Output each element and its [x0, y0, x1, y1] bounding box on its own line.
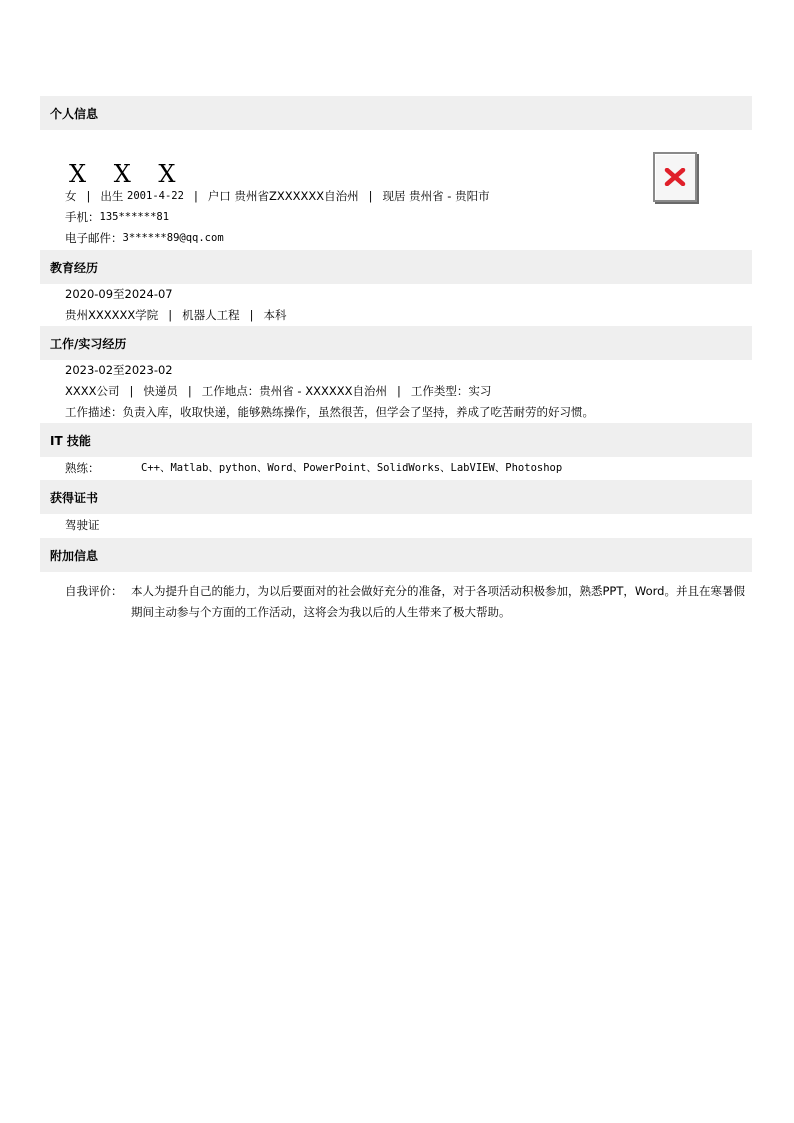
- period-text: 2020-09至2024-07: [65, 286, 173, 301]
- education-detail: [65, 305, 752, 326]
- section-title: IT 技能: [50, 433, 91, 448]
- phone-value: 135******81: [99, 211, 170, 224]
- residence-label: 现居: [382, 188, 406, 203]
- personal-info: [40, 130, 752, 250]
- birth-date: 2001-4-22: [127, 190, 184, 203]
- school: 贵州XXXXXX学院: [65, 307, 159, 322]
- work-period: [65, 360, 752, 381]
- hukou-label: 户口: [207, 188, 231, 203]
- birth-label: 出生: [100, 188, 124, 203]
- work-block: [40, 360, 752, 423]
- certificates-block: [40, 514, 752, 538]
- divider: |: [397, 383, 401, 398]
- description-text: 工作描述：负责入库，收取快递，能够熟练操作，虽然很苦，但学会了坚持，养成了吃苦耐劳的好习惯。: [65, 404, 594, 419]
- it-skills-block: [40, 457, 752, 480]
- residence-value: 贵州省 - 贵阳市: [409, 188, 490, 203]
- period-text: 2023-02至2023-02: [65, 362, 173, 377]
- section-header-work: [40, 326, 752, 360]
- hukou-value: 贵州省ZXXXXXX自治州: [234, 188, 359, 203]
- skills-line: [65, 457, 752, 480]
- certificate-text: 驾驶证: [65, 518, 100, 533]
- skills-list: C++、Matlab、python、Word、PowerPoint、SolidWorks、LabVIEW、Photoshop: [141, 462, 563, 475]
- divider: |: [129, 383, 134, 398]
- basic-info-line: [65, 186, 752, 207]
- self-evaluation: [40, 572, 752, 623]
- divider: |: [368, 188, 373, 203]
- section-header-certificates: [40, 480, 752, 514]
- section-title: 个人信息: [50, 106, 99, 121]
- work-detail: [65, 381, 752, 402]
- divider: |: [187, 383, 192, 398]
- section-title: 获得证书: [50, 490, 99, 505]
- skill-level-label: 熟练：: [65, 460, 100, 475]
- candidate-name: X X X: [69, 160, 186, 188]
- divider: |: [249, 307, 254, 322]
- section-header-education: [40, 250, 752, 284]
- degree: 本科: [263, 307, 287, 322]
- position: 快递员: [143, 383, 178, 398]
- section-title: 附加信息: [50, 548, 99, 563]
- work-description: [65, 402, 752, 423]
- phone-line: [65, 207, 752, 228]
- section-header-it-skills: [40, 423, 752, 457]
- email-label: 电子邮件：: [65, 230, 123, 245]
- email-line: [65, 228, 752, 249]
- section-title: 教育经历: [50, 260, 99, 275]
- education-period: [65, 284, 752, 305]
- section-title: 工作/实习经历: [50, 336, 127, 351]
- certificate-item: [65, 514, 752, 538]
- email-value: 3******89@qq.com: [122, 232, 224, 245]
- divider: |: [168, 307, 173, 322]
- education-block: [40, 284, 752, 326]
- company: XXXX公司: [65, 383, 120, 398]
- phone-label: 手机：: [65, 209, 100, 224]
- red-x-icon: [664, 168, 686, 186]
- self-evaluation-text: 本人为提升自己的能力，为以后要面对的社会做好充分的准备，对于各项活动积极参加，熟悉PPT，Word。并且在寒暑假期间主动参与个方面的工作活动，这将会为我以后的人生带来了极大帮助。: [131, 584, 745, 619]
- gender: 女: [65, 188, 77, 203]
- work-location: 工作地点：贵州省 - XXXXXX自治州: [201, 383, 387, 398]
- resume-page: [40, 96, 752, 623]
- section-header-additional: [40, 538, 752, 572]
- major: 机器人工程: [182, 307, 240, 322]
- divider: |: [86, 188, 91, 203]
- divider: |: [193, 188, 198, 203]
- work-type: 工作类型：实习: [410, 383, 492, 398]
- self-evaluation-label: 自我评价：: [65, 584, 123, 598]
- section-header-personal: [40, 96, 752, 130]
- broken-image-icon: [653, 152, 697, 202]
